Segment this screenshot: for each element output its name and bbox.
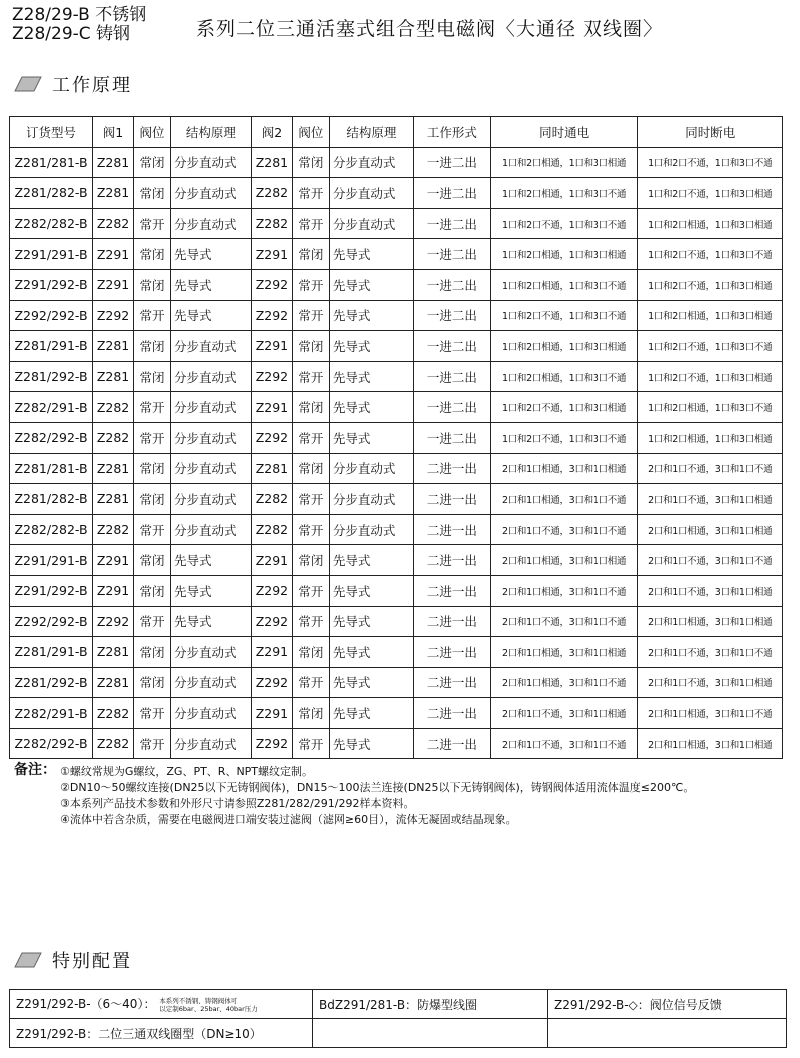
table-cell: 一进二出 xyxy=(413,422,490,453)
table-cell: 常开 xyxy=(292,575,329,606)
table-cell: 分步直动式 xyxy=(170,728,251,759)
table-cell: Z281 xyxy=(93,667,134,698)
table-cell: 2口和1口不通，3口和1口不通 xyxy=(638,545,783,576)
table-cell: 先导式 xyxy=(170,239,251,270)
notes-label: 备注： xyxy=(14,762,56,778)
table-cell: 2口和1口不通，3口和1口相通 xyxy=(490,698,638,729)
column-header: 工作形式 xyxy=(413,117,490,148)
table-cell: 1口和2口相通，1口和3口相通 xyxy=(490,331,638,362)
table-cell: 二进一出 xyxy=(413,606,490,637)
config-footnote-line: 以定制6bar、25bar、40bar压力 xyxy=(159,1004,258,1013)
table-cell: 二进一出 xyxy=(413,667,490,698)
table-cell: Z282/291-B xyxy=(10,392,93,423)
table-cell: 二进一出 xyxy=(413,575,490,606)
parallelogram-icon xyxy=(14,952,42,968)
table-cell: 2口和1口相通，3口和1口相通 xyxy=(638,606,783,637)
column-header: 同时断电 xyxy=(638,117,783,148)
table-cell: 先导式 xyxy=(170,606,251,637)
table-cell: 2口和1口不通，3口和1口相通 xyxy=(638,575,783,606)
parallelogram-icon xyxy=(14,76,42,92)
config-option: Z291/292-B-（6～40）： xyxy=(16,997,156,1012)
table-cell: Z282/282-B xyxy=(10,514,93,545)
table-cell: 常开 xyxy=(134,422,171,453)
column-header: 阀位 xyxy=(292,117,329,148)
table-cell: Z281/281-B xyxy=(10,453,93,484)
config-cell: Z291/292-B：二位三通双线圈型（DN≥10） xyxy=(10,1019,313,1048)
table-cell: 分步直动式 xyxy=(170,637,251,668)
table-cell: 常闭 xyxy=(292,147,329,178)
table-cell: 分步直动式 xyxy=(170,208,251,239)
table-cell: Z281/291-B xyxy=(10,637,93,668)
table-row xyxy=(10,637,783,668)
table-row xyxy=(10,239,783,270)
table-cell: Z281 xyxy=(93,484,134,515)
table-cell: 2口和1口相通，3口和1口不通 xyxy=(638,698,783,729)
table-cell: 分步直动式 xyxy=(170,484,251,515)
table-cell: Z282 xyxy=(93,422,134,453)
table-cell: 1口和2口不通，1口和3口相通 xyxy=(638,269,783,300)
table-cell: Z291 xyxy=(93,545,134,576)
table-cell: 常开 xyxy=(134,728,171,759)
table-row xyxy=(10,606,783,637)
table-cell: Z291/292-B xyxy=(10,575,93,606)
table-row xyxy=(10,575,783,606)
table-cell: 1口和2口相通，1口和3口相通 xyxy=(638,208,783,239)
table-cell: 分步直动式 xyxy=(329,178,413,209)
table-cell: Z281 xyxy=(93,331,134,362)
table-cell: 2口和1口相通，3口和1口相通 xyxy=(490,545,638,576)
table-cell: 分步直动式 xyxy=(170,698,251,729)
table-row xyxy=(10,331,783,362)
model-line-1: Z28/29-B 不锈钢 xyxy=(12,5,147,25)
table-cell: 常闭 xyxy=(292,453,329,484)
table-cell: 1口和2口不通，1口和3口不通 xyxy=(490,300,638,331)
column-header: 同时通电 xyxy=(490,117,638,148)
config-cell: Z291/292-B-◇：阀位信号反馈 xyxy=(548,990,787,1019)
table-cell: 常开 xyxy=(134,392,171,423)
table-cell: 分步直动式 xyxy=(329,453,413,484)
table-cell: 常闭 xyxy=(134,269,171,300)
column-header: 阀2 xyxy=(251,117,292,148)
table-cell: 常开 xyxy=(292,728,329,759)
config-footnote xyxy=(159,997,258,1013)
table-cell: Z281 xyxy=(93,453,134,484)
table-cell: Z291 xyxy=(93,575,134,606)
table-row xyxy=(10,422,783,453)
table-cell: Z292 xyxy=(251,361,292,392)
table-cell: 分步直动式 xyxy=(170,514,251,545)
table-cell: 先导式 xyxy=(170,575,251,606)
table-cell: 2口和1口不通，3口和1口不通 xyxy=(490,728,638,759)
table-cell: Z282 xyxy=(93,208,134,239)
table-cell: Z292 xyxy=(251,606,292,637)
table-cell: Z292 xyxy=(251,422,292,453)
table-cell: 先导式 xyxy=(329,422,413,453)
table-cell: 1口和2口相通，1口和3口不通 xyxy=(490,178,638,209)
table-cell: 一进二出 xyxy=(413,208,490,239)
table-cell: Z291/291-B xyxy=(10,545,93,576)
table-cell: 常闭 xyxy=(134,453,171,484)
table-cell: 常闭 xyxy=(134,637,171,668)
table-cell: 先导式 xyxy=(170,269,251,300)
table-cell: 1口和2口相通，1口和3口相通 xyxy=(490,147,638,178)
table-cell: 常闭 xyxy=(134,484,171,515)
config-row xyxy=(10,1019,787,1048)
table-cell: 先导式 xyxy=(329,545,413,576)
table-cell: 常闭 xyxy=(134,575,171,606)
table-cell: 先导式 xyxy=(170,300,251,331)
table-cell: 先导式 xyxy=(329,269,413,300)
table-cell: 分步直动式 xyxy=(170,667,251,698)
table-cell: Z291/291-B xyxy=(10,239,93,270)
table-cell: 1口和2口相通，1口和3口不通 xyxy=(490,361,638,392)
table-cell: 先导式 xyxy=(170,545,251,576)
table-cell: 常闭 xyxy=(292,331,329,362)
table-cell: 先导式 xyxy=(329,637,413,668)
config-row xyxy=(10,990,787,1019)
table-cell: 常开 xyxy=(292,269,329,300)
table-cell: Z281 xyxy=(93,147,134,178)
table-row xyxy=(10,361,783,392)
table-cell: Z292 xyxy=(251,667,292,698)
table-cell: 常闭 xyxy=(134,331,171,362)
table-cell: Z292 xyxy=(251,728,292,759)
table-header-row xyxy=(10,117,783,148)
table-cell: 二进一出 xyxy=(413,637,490,668)
table-cell: 常开 xyxy=(292,514,329,545)
table-cell: 常开 xyxy=(292,361,329,392)
table-cell: 先导式 xyxy=(329,300,413,331)
table-row xyxy=(10,484,783,515)
header xyxy=(0,0,800,62)
table-cell: Z292/292-B xyxy=(10,606,93,637)
table-cell: 分步直动式 xyxy=(170,392,251,423)
table-cell: Z282 xyxy=(251,208,292,239)
table-cell: 2口和1口相通，3口和1口相通 xyxy=(638,514,783,545)
table-row xyxy=(10,728,783,759)
table-cell: 常闭 xyxy=(134,178,171,209)
table-cell: 常开 xyxy=(292,606,329,637)
table-cell: 2口和1口相通，3口和1口不通 xyxy=(490,575,638,606)
table-cell: Z291 xyxy=(251,331,292,362)
table-cell: 2口和1口相通，3口和1口相通 xyxy=(490,453,638,484)
table-cell: 1口和2口相通，1口和3口相通 xyxy=(638,300,783,331)
table-cell: 二进一出 xyxy=(413,514,490,545)
table-cell: Z282 xyxy=(93,728,134,759)
table-cell: 2口和1口不通，3口和1口不通 xyxy=(638,453,783,484)
table-cell: Z281/292-B xyxy=(10,667,93,698)
table-cell: 常闭 xyxy=(134,361,171,392)
column-header: 结构原理 xyxy=(170,117,251,148)
table-cell: 一进二出 xyxy=(413,147,490,178)
table-cell: 常闭 xyxy=(134,667,171,698)
config-table xyxy=(9,989,787,1048)
table-cell: Z282/291-B xyxy=(10,698,93,729)
table-cell: 常开 xyxy=(292,208,329,239)
table-cell: Z282 xyxy=(93,698,134,729)
table-cell: 分步直动式 xyxy=(329,208,413,239)
table-cell: 1口和2口不通，1口和3口不通 xyxy=(490,422,638,453)
table-cell: 常闭 xyxy=(292,545,329,576)
table-cell: Z291 xyxy=(93,269,134,300)
note-item: ①螺纹常规为G螺纹，ZG、PT、R、NPT螺纹定制。 xyxy=(60,765,314,778)
table-cell: Z292 xyxy=(93,606,134,637)
table-cell: 1口和2口相通，1口和3口相通 xyxy=(490,239,638,270)
table-cell: Z292 xyxy=(251,269,292,300)
table-cell: Z291 xyxy=(251,545,292,576)
table-cell: 1口和2口不通，1口和3口相通 xyxy=(490,392,638,423)
table-cell: Z291 xyxy=(251,637,292,668)
table-cell: 2口和1口不通，3口和1口相通 xyxy=(638,484,783,515)
config-cell xyxy=(10,990,313,1019)
table-cell: 常闭 xyxy=(292,698,329,729)
table-cell: 常开 xyxy=(134,514,171,545)
table-cell: Z292/292-B xyxy=(10,300,93,331)
table-cell: 常开 xyxy=(134,300,171,331)
table-row xyxy=(10,545,783,576)
table-cell: 二进一出 xyxy=(413,545,490,576)
table-cell: Z281 xyxy=(251,147,292,178)
table-cell: 1口和2口相通，1口和3口不通 xyxy=(638,392,783,423)
note-item: ③本系列产品技术参数和外形尺寸请参照Z281/282/291/292样本资料。 xyxy=(60,797,415,810)
table-row xyxy=(10,453,783,484)
table-cell: 一进二出 xyxy=(413,269,490,300)
table-cell: 1口和2口不通，1口和3口不通 xyxy=(490,208,638,239)
table-cell: 常闭 xyxy=(292,637,329,668)
table-cell: 先导式 xyxy=(329,606,413,637)
table-row xyxy=(10,269,783,300)
page-title: 系列二位三通活塞式组合型电磁阀〈大通径 双线圈〉 xyxy=(196,18,664,40)
table-cell: Z281/292-B xyxy=(10,361,93,392)
config-cell-empty xyxy=(548,1019,787,1048)
table-cell: 分步直动式 xyxy=(170,178,251,209)
table-cell: 分步直动式 xyxy=(170,331,251,362)
config-footnote-line: 本系列不锈钢、铸钢阀体可 xyxy=(159,996,238,1005)
config-cell-empty xyxy=(313,1019,548,1048)
table-cell: 2口和1口不通，3口和1口不通 xyxy=(490,606,638,637)
table-cell: 2口和1口相通，3口和1口相通 xyxy=(638,728,783,759)
column-header: 订货型号 xyxy=(10,117,93,148)
note-item: ④流体中若含杂质，需要在电磁阀进口端安装过滤阀（滤网≥60目），流体无凝固或结晶现象。 xyxy=(60,813,517,826)
table-row xyxy=(10,178,783,209)
table-cell: 1口和2口不通，1口和3口不通 xyxy=(638,331,783,362)
table-row xyxy=(10,667,783,698)
table-cell: 常闭 xyxy=(292,239,329,270)
table-row xyxy=(10,514,783,545)
table-cell: 先导式 xyxy=(329,361,413,392)
table-cell: 1口和2口相通，1口和3口不通 xyxy=(490,269,638,300)
table-cell: Z282/282-B xyxy=(10,208,93,239)
column-header: 结构原理 xyxy=(329,117,413,148)
table-cell: 2口和1口不通，3口和1口不通 xyxy=(490,514,638,545)
table-cell: Z291 xyxy=(93,239,134,270)
section-special-config xyxy=(14,948,132,972)
table-cell: 一进二出 xyxy=(413,300,490,331)
table-cell: 先导式 xyxy=(329,667,413,698)
table-cell: 先导式 xyxy=(329,392,413,423)
table-cell: 分步直动式 xyxy=(170,453,251,484)
table-row xyxy=(10,147,783,178)
table-row xyxy=(10,698,783,729)
model-line-2: Z28/29-C 铸钢 xyxy=(12,24,131,44)
table-cell: 一进二出 xyxy=(413,361,490,392)
table-cell: 2口和1口不通，3口和1口不通 xyxy=(638,637,783,668)
table-cell: 1口和2口相通，1口和3口相通 xyxy=(638,422,783,453)
config-cell: BdZ291/281-B：防爆型线圈 xyxy=(313,990,548,1019)
table-cell: 一进二出 xyxy=(413,331,490,362)
table-cell: 二进一出 xyxy=(413,698,490,729)
section-title: 工作原理 xyxy=(52,75,132,96)
table-cell: 常闭 xyxy=(134,545,171,576)
valve-table xyxy=(9,116,783,759)
table-cell: Z282 xyxy=(93,514,134,545)
table-cell: Z281 xyxy=(93,178,134,209)
table-cell: Z281/281-B xyxy=(10,147,93,178)
model-lines xyxy=(12,6,146,44)
table-cell: 先导式 xyxy=(329,575,413,606)
table-cell: 先导式 xyxy=(329,698,413,729)
table-cell: Z292 xyxy=(93,300,134,331)
table-cell: 1口和2口不通，1口和3口相通 xyxy=(638,361,783,392)
table-cell: Z281/282-B xyxy=(10,484,93,515)
table-cell: 常开 xyxy=(292,422,329,453)
table-cell: 2口和1口不通，3口和1口相通 xyxy=(638,667,783,698)
table-cell: 分步直动式 xyxy=(329,484,413,515)
table-cell: Z291 xyxy=(251,239,292,270)
table-cell: 常开 xyxy=(134,606,171,637)
table-cell: 二进一出 xyxy=(413,728,490,759)
table-cell: 一进二出 xyxy=(413,392,490,423)
table-cell: 先导式 xyxy=(329,239,413,270)
table-row xyxy=(10,392,783,423)
table-cell: 2口和1口相通，3口和1口相通 xyxy=(490,637,638,668)
table-cell: 分步直动式 xyxy=(329,514,413,545)
table-cell: 常开 xyxy=(292,484,329,515)
table-cell: 分步直动式 xyxy=(170,422,251,453)
table-cell: 先导式 xyxy=(329,728,413,759)
column-header: 阀位 xyxy=(134,117,171,148)
table-cell: 常开 xyxy=(292,178,329,209)
table-cell: 常闭 xyxy=(292,392,329,423)
table-cell: 一进二出 xyxy=(413,178,490,209)
table-cell: 常开 xyxy=(134,208,171,239)
column-header: 阀1 xyxy=(93,117,134,148)
table-cell: Z282/292-B xyxy=(10,422,93,453)
table-cell: 2口和1口相通，3口和1口不通 xyxy=(490,484,638,515)
table-cell: 常开 xyxy=(292,667,329,698)
table-cell: 常闭 xyxy=(134,239,171,270)
table-cell: 常开 xyxy=(134,698,171,729)
table-cell: Z292 xyxy=(251,300,292,331)
table-cell: 常闭 xyxy=(134,147,171,178)
table-cell: 1口和2口不通，1口和3口不通 xyxy=(638,147,783,178)
table-row xyxy=(10,300,783,331)
table-cell: Z281/291-B xyxy=(10,331,93,362)
table-cell: 先导式 xyxy=(329,331,413,362)
table-cell: 一进二出 xyxy=(413,239,490,270)
section-working-principle xyxy=(14,72,132,96)
table-cell: 分步直动式 xyxy=(329,147,413,178)
table-cell: 1口和2口不通，1口和3口不通 xyxy=(638,239,783,270)
table-cell: Z282 xyxy=(251,178,292,209)
table-cell: Z291 xyxy=(251,392,292,423)
table-cell: 二进一出 xyxy=(413,453,490,484)
table-cell: Z282 xyxy=(251,514,292,545)
table-row xyxy=(10,208,783,239)
table-cell: 分步直动式 xyxy=(170,147,251,178)
table-cell: 1口和2口不通，1口和3口相通 xyxy=(638,178,783,209)
section-title: 特别配置 xyxy=(52,951,132,972)
table-cell: Z282 xyxy=(251,484,292,515)
notes-list xyxy=(60,764,800,828)
table-cell: Z281 xyxy=(93,361,134,392)
table-cell: Z282 xyxy=(93,392,134,423)
table-cell: 常开 xyxy=(292,300,329,331)
table-cell: 分步直动式 xyxy=(170,361,251,392)
note-item: ②DN10～50螺纹连接(DN25以下无铸钢阀体)，DN15～100法兰连接(DN25以下无铸钢阀体)，铸钢阀体适用流体温度≤200℃。 xyxy=(60,781,695,794)
table-cell: 二进一出 xyxy=(413,484,490,515)
table-cell: Z281 xyxy=(93,637,134,668)
table-cell: Z291/292-B xyxy=(10,269,93,300)
table-cell: Z281/282-B xyxy=(10,178,93,209)
table-cell: Z292 xyxy=(251,575,292,606)
table-cell: 2口和1口相通，3口和1口不通 xyxy=(490,667,638,698)
table-cell: Z281 xyxy=(251,453,292,484)
table-cell: Z282/292-B xyxy=(10,728,93,759)
table-cell: Z291 xyxy=(251,698,292,729)
